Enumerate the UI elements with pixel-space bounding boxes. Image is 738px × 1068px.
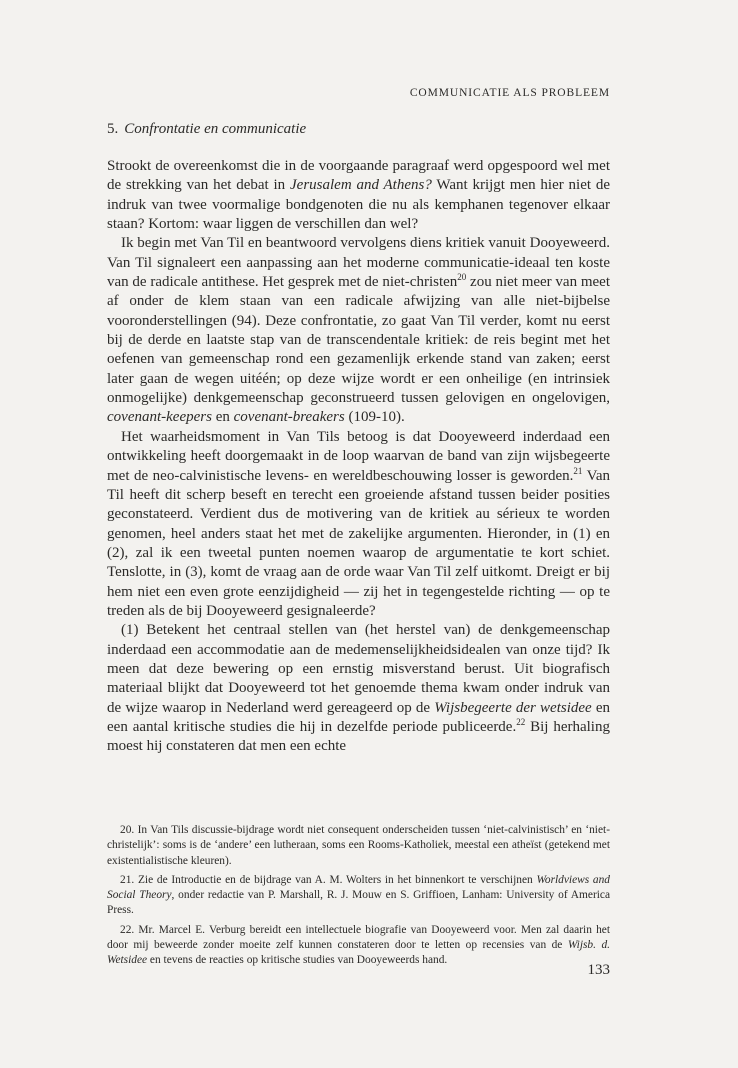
text-run: Wijsbegeerte der wetsidee — [434, 699, 592, 716]
text-run: en tevens de reacties op kritische studies van Dooyeweerds hand. — [147, 954, 448, 967]
text-run: Bij herhaling moest hij constateren dat men een echte — [107, 718, 610, 755]
text-run: zou niet meer van meet af onder de klem staan van een radicale afwijzing van alle niet-bijbelse vooronderstellingen (94). Deze confrontatie, zo gaat Van Til verder, komt nu eerst bij de derde en laatste stap van de transcendentale kritiek: de reis begint met het oefenen van gemeenschap rond een gezamenlijk erkende stand van zaken; eerst later gaan de wegen uitéén; op deze wijze wordt er een onheilige (en intrinsiek onmogelijke) denkgemeenschap geconstrueerd tussen gelovigen en ongelovigen, — [107, 274, 610, 407]
body-paragraph — [107, 621, 610, 756]
text-run: covenant-keepers — [107, 409, 212, 426]
footnote-ref: 20 — [457, 272, 467, 283]
text-run: (109-10). — [344, 409, 405, 426]
section-heading — [107, 121, 306, 138]
running-head: COMMUNICATIE ALS PROBLEEM — [409, 87, 610, 99]
footnote-ref: 22 — [516, 716, 526, 727]
footnote — [107, 823, 610, 869]
text-run: Wijsb. d. Wetsidee — [107, 939, 610, 967]
text-run: Want krijgt men hier niet de indruk van twee voormalige bondgenoten die nu als kemphanen tegenover elkaar staan? Kortom: waar liggen de verschillen dan wel? — [107, 177, 611, 233]
body-paragraph — [107, 428, 610, 621]
text-run: 20. In Van Tils discussie-bijdrage wordt niet consequent onderscheiden tussen ‘niet-calvinistisch’ en ‘niet-christelijk’: soms is de ‘andere’ een lutheraan, soms een Rooms-Katholiek, meestal een atheïst (getekend met existentialistische kleuren). — [107, 824, 610, 867]
body-paragraph — [107, 234, 610, 427]
text-run: 22. Mr. Marcel E. Verburg bereidt een intellectuele biografie van Dooyeweerd voor. Men zal daarin het door mij beweerde zonder moeite zelf kunnen constateren door te letten op recensies van de — [107, 923, 610, 952]
text-run: Worldviews and Social Theory — [107, 873, 610, 902]
text-run: , onder redactie van P. Marshall, R. J. Mouw en S. Griffioen, Lanham: University of America Press. — [107, 889, 611, 917]
text-run: Van Til heeft dit scherp beseft en terecht een groeiende afstand tussen beider posities geconstateerd. Verdient dus de motivering van de kritiek au sérieux te worden genomen, heel anders staat het met de zakelijke argumenten. Hieronder, in (1) en (2), zal ik een tweetal punten noemen waarop de argumentatie te kort schiet. Tenslotte, in (3), komt de vraag aan de orde waar Van Til zelf uitkomt. Dreigt er bij hem niet een even grote eenzijdigheid — zij het in tegengestelde richting — op te treden als de bij Dooyeweerd gesignaleerde? — [107, 467, 610, 619]
footnote — [107, 873, 610, 919]
text-run: Strookt de overeenkomst die in de voorgaande paragraaf werd opgespoord wel met de strekking van het debat in — [107, 158, 610, 194]
text-run: en — [211, 409, 234, 426]
footnote — [107, 923, 610, 969]
text-run: en een aantal kritische studies die hij in dezelfde periode publiceerde. — [107, 699, 611, 735]
text-run: (1) Betekent het centraal stellen van (het herstel van) de denkgemeenschap inderdaad een accommodatie aan de medemenselijkheidsidealen van onze tijd? Ik meen dat deze bewering op een ernstig misverstand berust. Uit biografisch materiaal blijkt dat Dooyeweerd tot het genoemde thema kwam onder indruk van de wijze waarop in Nederland werd gereageerd op de — [107, 622, 610, 716]
section-title: Confrontatie en communicatie — [124, 121, 307, 137]
text-run: 21. Zie de Introductie en de bijdrage van A. M. Wolters in het binnenkort te verschijnen — [120, 873, 537, 886]
body-text — [107, 157, 610, 757]
text-run: Ik begin met Van Til en beantwoord vervolgens diens kritiek vanuit Dooyeweerd. Van Til signaleert een aanpassing aan het moderne communicatie-ideaal ten koste van de radicale antithese. Het gesprek met de niet-christen — [107, 235, 610, 291]
section-number: 5. — [107, 121, 119, 137]
footnotes — [107, 823, 610, 973]
footnote-ref: 21 — [573, 465, 583, 476]
text-run: Jerusalem and Athens? — [290, 177, 432, 194]
text-run: Het waarheidsmoment in Van Tils betoog is dat Dooyeweerd inderdaad een ontwikkeling heeft doorgemaakt in de loop waarvan de band van zijn wijsbegeerte met de neo-calvinistische levens- en wereldbeschouwing losser is geworden. — [107, 428, 610, 484]
text-run: covenant-breakers — [233, 409, 345, 426]
page-number: 133 — [587, 962, 610, 978]
body-paragraph — [107, 157, 610, 234]
